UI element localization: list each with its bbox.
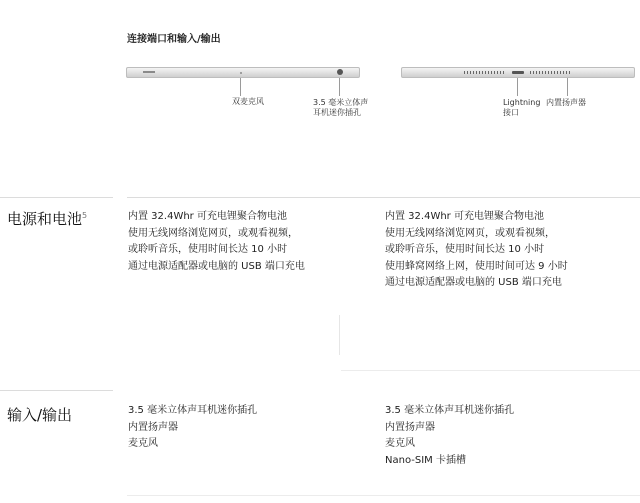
row-divider-label: [0, 197, 113, 198]
callout-line-jack: [339, 78, 340, 96]
row-label-io: 输入/输出: [7, 406, 73, 424]
io-col-wifi: 3.5 毫米立体声耳机迷你插孔 内置扬声器 麦克风: [128, 405, 258, 449]
io-col-cellular: 3.5 毫米立体声耳机迷你插孔 内置扬声器 麦克风 Nano-SIM 卡插槽: [385, 405, 515, 466]
row-divider: [127, 197, 640, 198]
speaker-grill-right: [530, 71, 572, 74]
column-divider: [339, 315, 340, 355]
lightning-port: [512, 71, 524, 74]
callout-line-lightning: [517, 78, 518, 96]
sleep-button: [143, 71, 155, 73]
callout-headphone-jack: 3.5 毫米立体声 耳机迷你插孔: [313, 98, 369, 117]
mic-hole: [240, 72, 242, 74]
ipad-top-edge-wifi: [126, 67, 360, 78]
callout-line-mic: [240, 78, 241, 96]
bottom-divider: [127, 495, 640, 496]
callout-lightning: Lightning 接口: [503, 98, 541, 117]
row-divider-label-2: [0, 390, 113, 391]
row-label-power: 电源和电池$^5$: [7, 210, 88, 228]
callout-speakers: 内置扬声器: [546, 98, 586, 107]
callout-line-speakers: [567, 78, 568, 96]
footnote-marker: 5: [82, 211, 88, 220]
power-col-wifi: 内置 32.4Whr 可充电锂聚合物电池 使用无线网络浏览网页，或观看视频， 或聆听音乐，使用时间长达 10 小时 通过电源适配器或电脑的 USB 端口充电: [128, 211, 305, 272]
headphone-jack: [337, 69, 343, 75]
row-divider-2: [341, 370, 640, 371]
ipad-bottom-edge-cellular: [401, 67, 635, 78]
section-title: 连接端口和输入/输出: [127, 34, 221, 45]
speaker-grill-left: [464, 71, 506, 74]
power-col-cellular: 内置 32.4Whr 可充电锂聚合物电池 使用无线网络浏览网页，或观看视频， 或聆听音乐，使用时间长达 10 小时 使用蜂窝网络上网，使用时间可达 9 小时 通过电源适配器或电脑的 USB 端口充电: [385, 211, 568, 288]
callout-dual-mic: 双麦克风: [232, 97, 264, 106]
